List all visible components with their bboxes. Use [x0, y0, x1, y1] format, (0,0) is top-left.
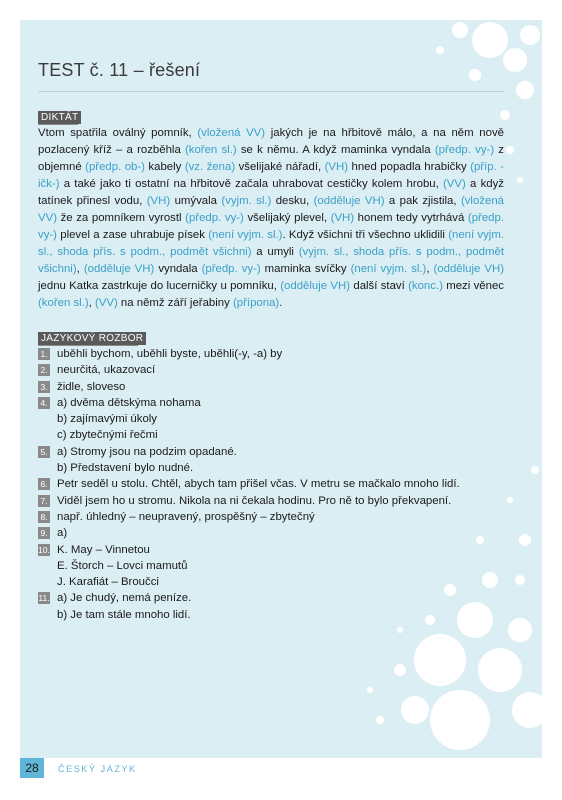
answer-text: J. Karafiát – Broučci [57, 576, 159, 589]
answer-text: b) zajímavými úkoly [57, 413, 158, 426]
dictat-segment: všelijaké nářadí, [235, 161, 325, 173]
dictat-segment: kabely [144, 161, 185, 173]
rozbor-row [38, 542, 508, 558]
dictat-segment: jednu Katka zastrkuje do lucerničky u pomníku, [38, 280, 281, 292]
splash-blob [517, 177, 523, 183]
question-number: 1. [38, 348, 50, 360]
dictat-segment: a umyli [251, 246, 299, 258]
answer-text: E. Štorch – Lovci mamutů [57, 559, 188, 572]
splash-blob [508, 618, 532, 642]
rozbor-row [38, 346, 508, 362]
rozbor-row [38, 509, 508, 525]
answer-text: Petr seděl u stolu. Chtěl, abych tam přišel včas. V metru se mačkalo mnoho lidí. [57, 478, 460, 491]
grammar-note: (vz. žena) [184, 161, 236, 173]
rozbor-row [38, 362, 508, 378]
splash-blob [394, 664, 406, 676]
answer-text: Viděl jsem ho u stromu. Nikola na ni čekala hodinu. Pro ně to bylo překvapení. [57, 494, 452, 507]
dictat-text [38, 125, 504, 312]
grammar-note: (předp. ob-) [85, 161, 145, 173]
dictat-segment: mezi věnec [442, 280, 504, 292]
grammar-note: (předp. vy-) [201, 263, 261, 275]
grammar-note: (vyjm. sl.) [221, 195, 272, 207]
grammar-note: (vyjm. sl., shoda přís. s podm., podmět všichni) [38, 246, 504, 275]
splash-blob [516, 81, 534, 99]
grammar-note: (VH) [330, 212, 355, 224]
splash-blob [436, 46, 444, 54]
rozbor-row [38, 558, 508, 574]
splash-blob [452, 22, 468, 38]
dictat-segment: vyndala [154, 263, 202, 275]
dictat-segment: další staví [350, 280, 409, 292]
dictat-segment: umývala [170, 195, 222, 207]
dictat-segment: všelijaký plevel, [243, 212, 331, 224]
dictat-segment: . [279, 297, 283, 309]
grammar-note: (VH) [324, 161, 349, 173]
rozbor-row [38, 379, 508, 395]
dictat-segment: jakých je na hřbitově málo, a na něm nově pozlacený kříž – a rozběhla [38, 127, 504, 156]
rozbor-row [38, 476, 508, 492]
dictat-segment: Vtom spatřila oválný pomník, [38, 127, 198, 139]
rozbor-row [38, 493, 508, 509]
grammar-note: (není vyjm. sl., shoda přís. s podm., podmět všichni) [38, 229, 504, 258]
grammar-note: (konc.) [408, 280, 443, 292]
answer-text: c) zbytečnými řečmi [57, 429, 158, 442]
splash-blob [397, 627, 403, 633]
dictat-segment: honem tedy vytrhává [354, 212, 468, 224]
splash-blob [500, 110, 510, 120]
dictat-segment: z objemné [38, 144, 504, 173]
question-number: 8. [38, 511, 50, 523]
dictat-segment: a také jako ti ostatní na hřbitově začala uhrabovat cestičky kolem hrobu, [59, 178, 444, 190]
splash-blob [506, 146, 514, 154]
rozbor-row [38, 460, 508, 476]
question-number: 3. [38, 381, 50, 393]
question-number: 7. [38, 495, 50, 507]
answer-text: b) Představení bylo nudné. [57, 462, 194, 475]
splash-blob [376, 716, 384, 724]
subject-label: ČESKÝ JAZYK [58, 764, 137, 774]
grammar-note: (VV) [94, 297, 118, 309]
dictat-segment: se k němu. A když maminka vyndala [236, 144, 435, 156]
page-title: TEST č. 11 – řešení [38, 60, 201, 80]
splash-blob [469, 69, 481, 81]
grammar-note: (odděluje VH) [83, 263, 155, 275]
grammar-note: (VV) [443, 178, 466, 190]
question-number: 4. [38, 397, 50, 409]
rozbor-row [38, 427, 508, 443]
dictat-segment: plevel a zase uhrabuje písek [56, 229, 209, 241]
splash-blob [472, 22, 508, 58]
rozbor-label: JAZYKOVÝ ROZBOR [38, 332, 146, 345]
rozbor-row [38, 444, 508, 460]
rozbor-row [38, 411, 508, 427]
dictat-segment: že za pomníkem vyrostl [57, 212, 186, 224]
question-number: 6. [38, 478, 50, 490]
grammar-note: (není vyjm. sl.) [208, 229, 283, 241]
rozbor-row [38, 574, 508, 590]
grammar-note: (vložená VV) [38, 195, 504, 224]
splash-blob [414, 634, 466, 686]
answer-text: a) Je chudý, nemá peníze. [57, 592, 192, 605]
answer-text: neurčitá, ukazovací [57, 364, 156, 377]
answer-text: a) [57, 527, 68, 540]
grammar-note: (přípona) [233, 297, 280, 309]
splash-blob [531, 466, 539, 474]
page-number: 28 [20, 758, 44, 778]
rozbor-row [38, 607, 508, 623]
splash-blob [367, 687, 373, 693]
answer-text: a) dvěma dětskýma nohama [57, 396, 201, 409]
grammar-note: (kořen sl.) [38, 297, 89, 309]
dictat-segment: . Když všichni tři všechno uklidili [282, 229, 449, 241]
splash-blob [519, 534, 531, 546]
splash-blob [515, 575, 525, 585]
rozbor-row [38, 395, 508, 411]
dictat-segment: a pak zjistila, [384, 195, 461, 207]
grammar-note: (vložená VV) [197, 127, 266, 139]
answer-text: K. May – Vinnetou [57, 543, 150, 556]
dictat-segment: , [88, 297, 95, 309]
grammar-note: (odděluje VH) [433, 263, 504, 275]
grammar-note: (není vyjm. sl.) [350, 263, 427, 275]
question-number: 9. [38, 527, 50, 539]
title-divider [38, 91, 504, 92]
answer-text: židle, sloveso [57, 380, 126, 393]
grammar-note: (příp. -ičk-) [38, 161, 505, 190]
grammar-note: (odděluje VH) [313, 195, 385, 207]
rozbor-list [38, 346, 508, 623]
splash-blob [503, 48, 527, 72]
rozbor-row [38, 590, 508, 606]
splash-blob [478, 648, 522, 692]
grammar-note: (předp. vy-) [185, 212, 244, 224]
question-number: 10. [38, 544, 50, 555]
grammar-note: (VH) [146, 195, 171, 207]
dictat-segment: , [76, 263, 84, 275]
grammar-note: (kořen sl.) [184, 144, 237, 156]
dictat-segment: hned popadla hrabičky [348, 161, 471, 173]
grammar-note: (odděluje VH) [280, 280, 351, 292]
question-number: 11. [38, 593, 50, 604]
rozbor-row [38, 525, 508, 541]
splash-blob [512, 692, 542, 728]
question-number: 2. [38, 364, 50, 376]
answer-text: a) Stromy jsou na podzim opadané. [57, 445, 237, 458]
dictat-segment: maminka svíčky [260, 263, 351, 275]
question-number: 5. [38, 446, 50, 458]
splash-blob [401, 696, 429, 724]
dictat-segment: na němž září jeřabiny [117, 297, 233, 309]
dictat-segment: desku, [271, 195, 314, 207]
dictat-segment: , [426, 263, 434, 275]
answer-text: uběhli bychom, uběhli byste, uběhli(-y, -a) by [57, 348, 283, 360]
answer-text: b) Je tam stále mnoho lidí. [57, 608, 191, 621]
dictat-segment: a když tatínek přinesl vodu, [38, 178, 504, 207]
grammar-note: (předp. vy-) [38, 212, 504, 241]
answer-text: např. úhledný – neupravený, prospěšný – zbytečný [57, 510, 315, 523]
dictat-label: DIKTÁT [38, 111, 81, 124]
splash-blob [520, 25, 540, 45]
grammar-note: (předp. vy-) [434, 144, 495, 156]
splash-blob [430, 690, 490, 750]
